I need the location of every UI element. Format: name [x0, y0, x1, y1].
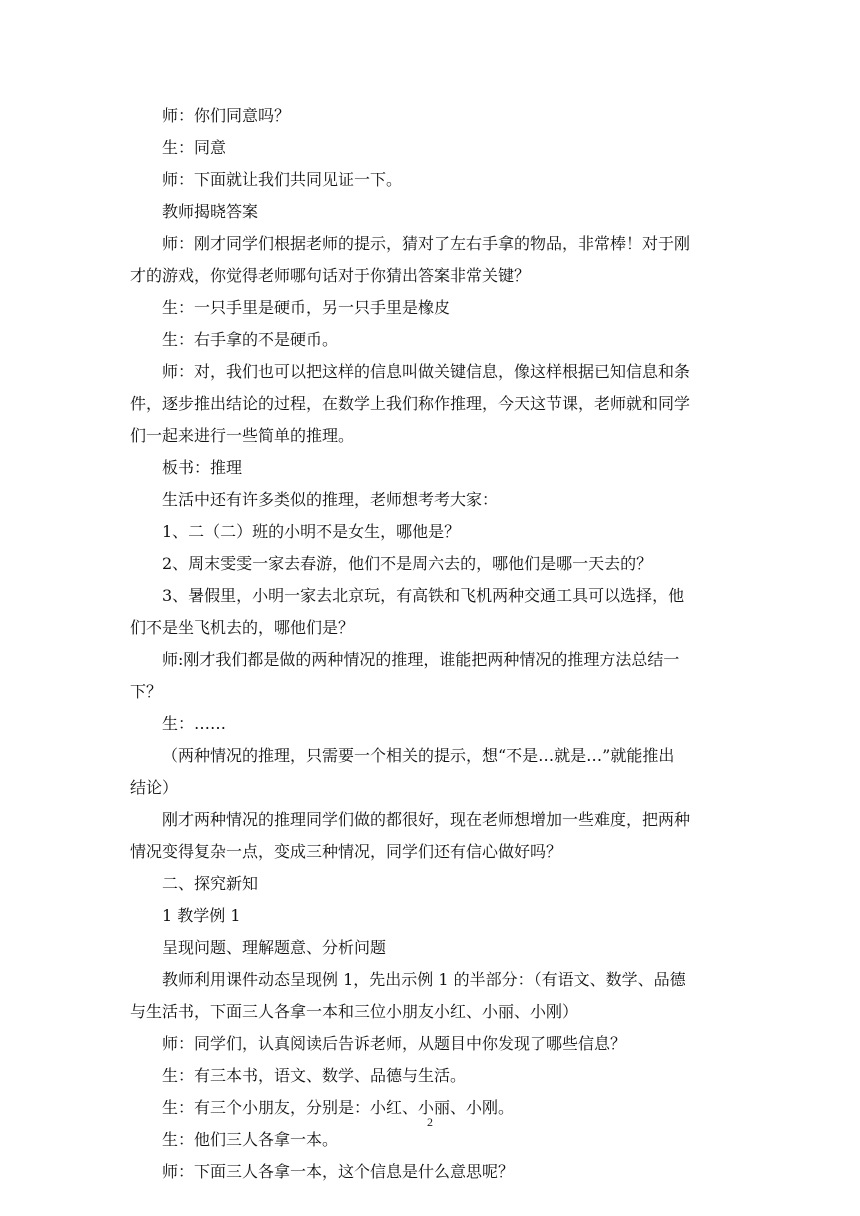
text-line: 呈现问题、理解题意、分析问题 — [162, 938, 387, 957]
text-line: 师：对，我们也可以把这样的信息叫做关键信息，像这样根据已知信息和条 — [162, 362, 691, 381]
text-line: 1 教学例 1 — [162, 906, 241, 925]
text-line: 师：你们同意吗？ — [162, 106, 291, 125]
text-line: 教师揭晓答案 — [162, 202, 259, 221]
text-line: 师：同学们，认真阅读后告诉老师，从题目中你发现了哪些信息？ — [162, 1034, 627, 1053]
text-line: 生：右手拿的不是硬币。 — [162, 330, 339, 349]
text-line: 生：有三个小朋友，分别是：小红、小丽、小刚。 — [162, 1098, 515, 1117]
text-line: 刚才两种情况的推理同学们做的都很好，现在老师想增加一些难度，把两种 — [162, 810, 691, 829]
text-line: 师：下面就让我们共同见证一下。 — [162, 170, 403, 189]
text-line: 才的游戏，你觉得老师哪句话对于你猜出答案非常关键？ — [130, 266, 531, 285]
text-line: 情况变得复杂一点，变成三种情况，同学们还有信心做好吗？ — [130, 842, 563, 861]
text-line: 生：一只手里是硬币，另一只手里是橡皮 — [162, 298, 451, 317]
page-number: 2 — [427, 1115, 433, 1129]
text-line: 们一起来进行一些简单的推理。 — [130, 426, 355, 445]
text-line: 生：同意 — [162, 138, 227, 157]
section-heading: 二、探究新知 — [162, 874, 259, 893]
text-line: 结论） — [130, 778, 179, 797]
text-line: 件，逐步推出结论的过程，在数学上我们称作推理，今天这节课，老师就和同学 — [130, 394, 691, 413]
text-line: 师:刚才我们都是做的两种情况的推理，谁能把两种情况的推理方法总结一 — [162, 650, 680, 669]
text-line: 教师利用课件动态呈现例 1，先出示例 1 的半部分：（有语文、数学、品德 — [162, 970, 686, 989]
text-line: （两种情况的推理，只需要一个相关的提示，想“不是…就是…”就能推出 — [162, 746, 675, 765]
text-line: 下？ — [130, 682, 163, 701]
text-line: 师：下面三人各拿一本，这个信息是什么意思呢？ — [162, 1162, 515, 1181]
text-line: 板书：推理 — [162, 458, 243, 477]
text-line: 生：…… — [162, 714, 227, 733]
text-line: 生：他们三人各拿一本。 — [162, 1130, 339, 1149]
text-line: 师：刚才同学们根据老师的提示，猜对了左右手拿的物品，非常棒！对于刚 — [162, 234, 691, 253]
text-line: 与生活书，下面三人各拿一本和三位小朋友小红、小丽、小刚） — [130, 1002, 579, 1021]
text-line: 3、暑假里，小明一家去北京玩，有高铁和飞机两种交通工具可以选择，他 — [162, 586, 685, 605]
text-line: 生：有三本书，语文、数学、品德与生活。 — [162, 1066, 467, 1085]
text-line: 1、二（二）班的小明不是女生，哪他是？ — [162, 522, 461, 541]
text-line: 生活中还有许多类似的推理，老师想考考大家： — [162, 490, 499, 509]
text-line: 2、周末雯雯一家去春游，他们不是周六去的，哪他们是哪一天去的？ — [162, 554, 653, 573]
text-line: 们不是坐飞机去的，哪他们是？ — [130, 618, 355, 637]
